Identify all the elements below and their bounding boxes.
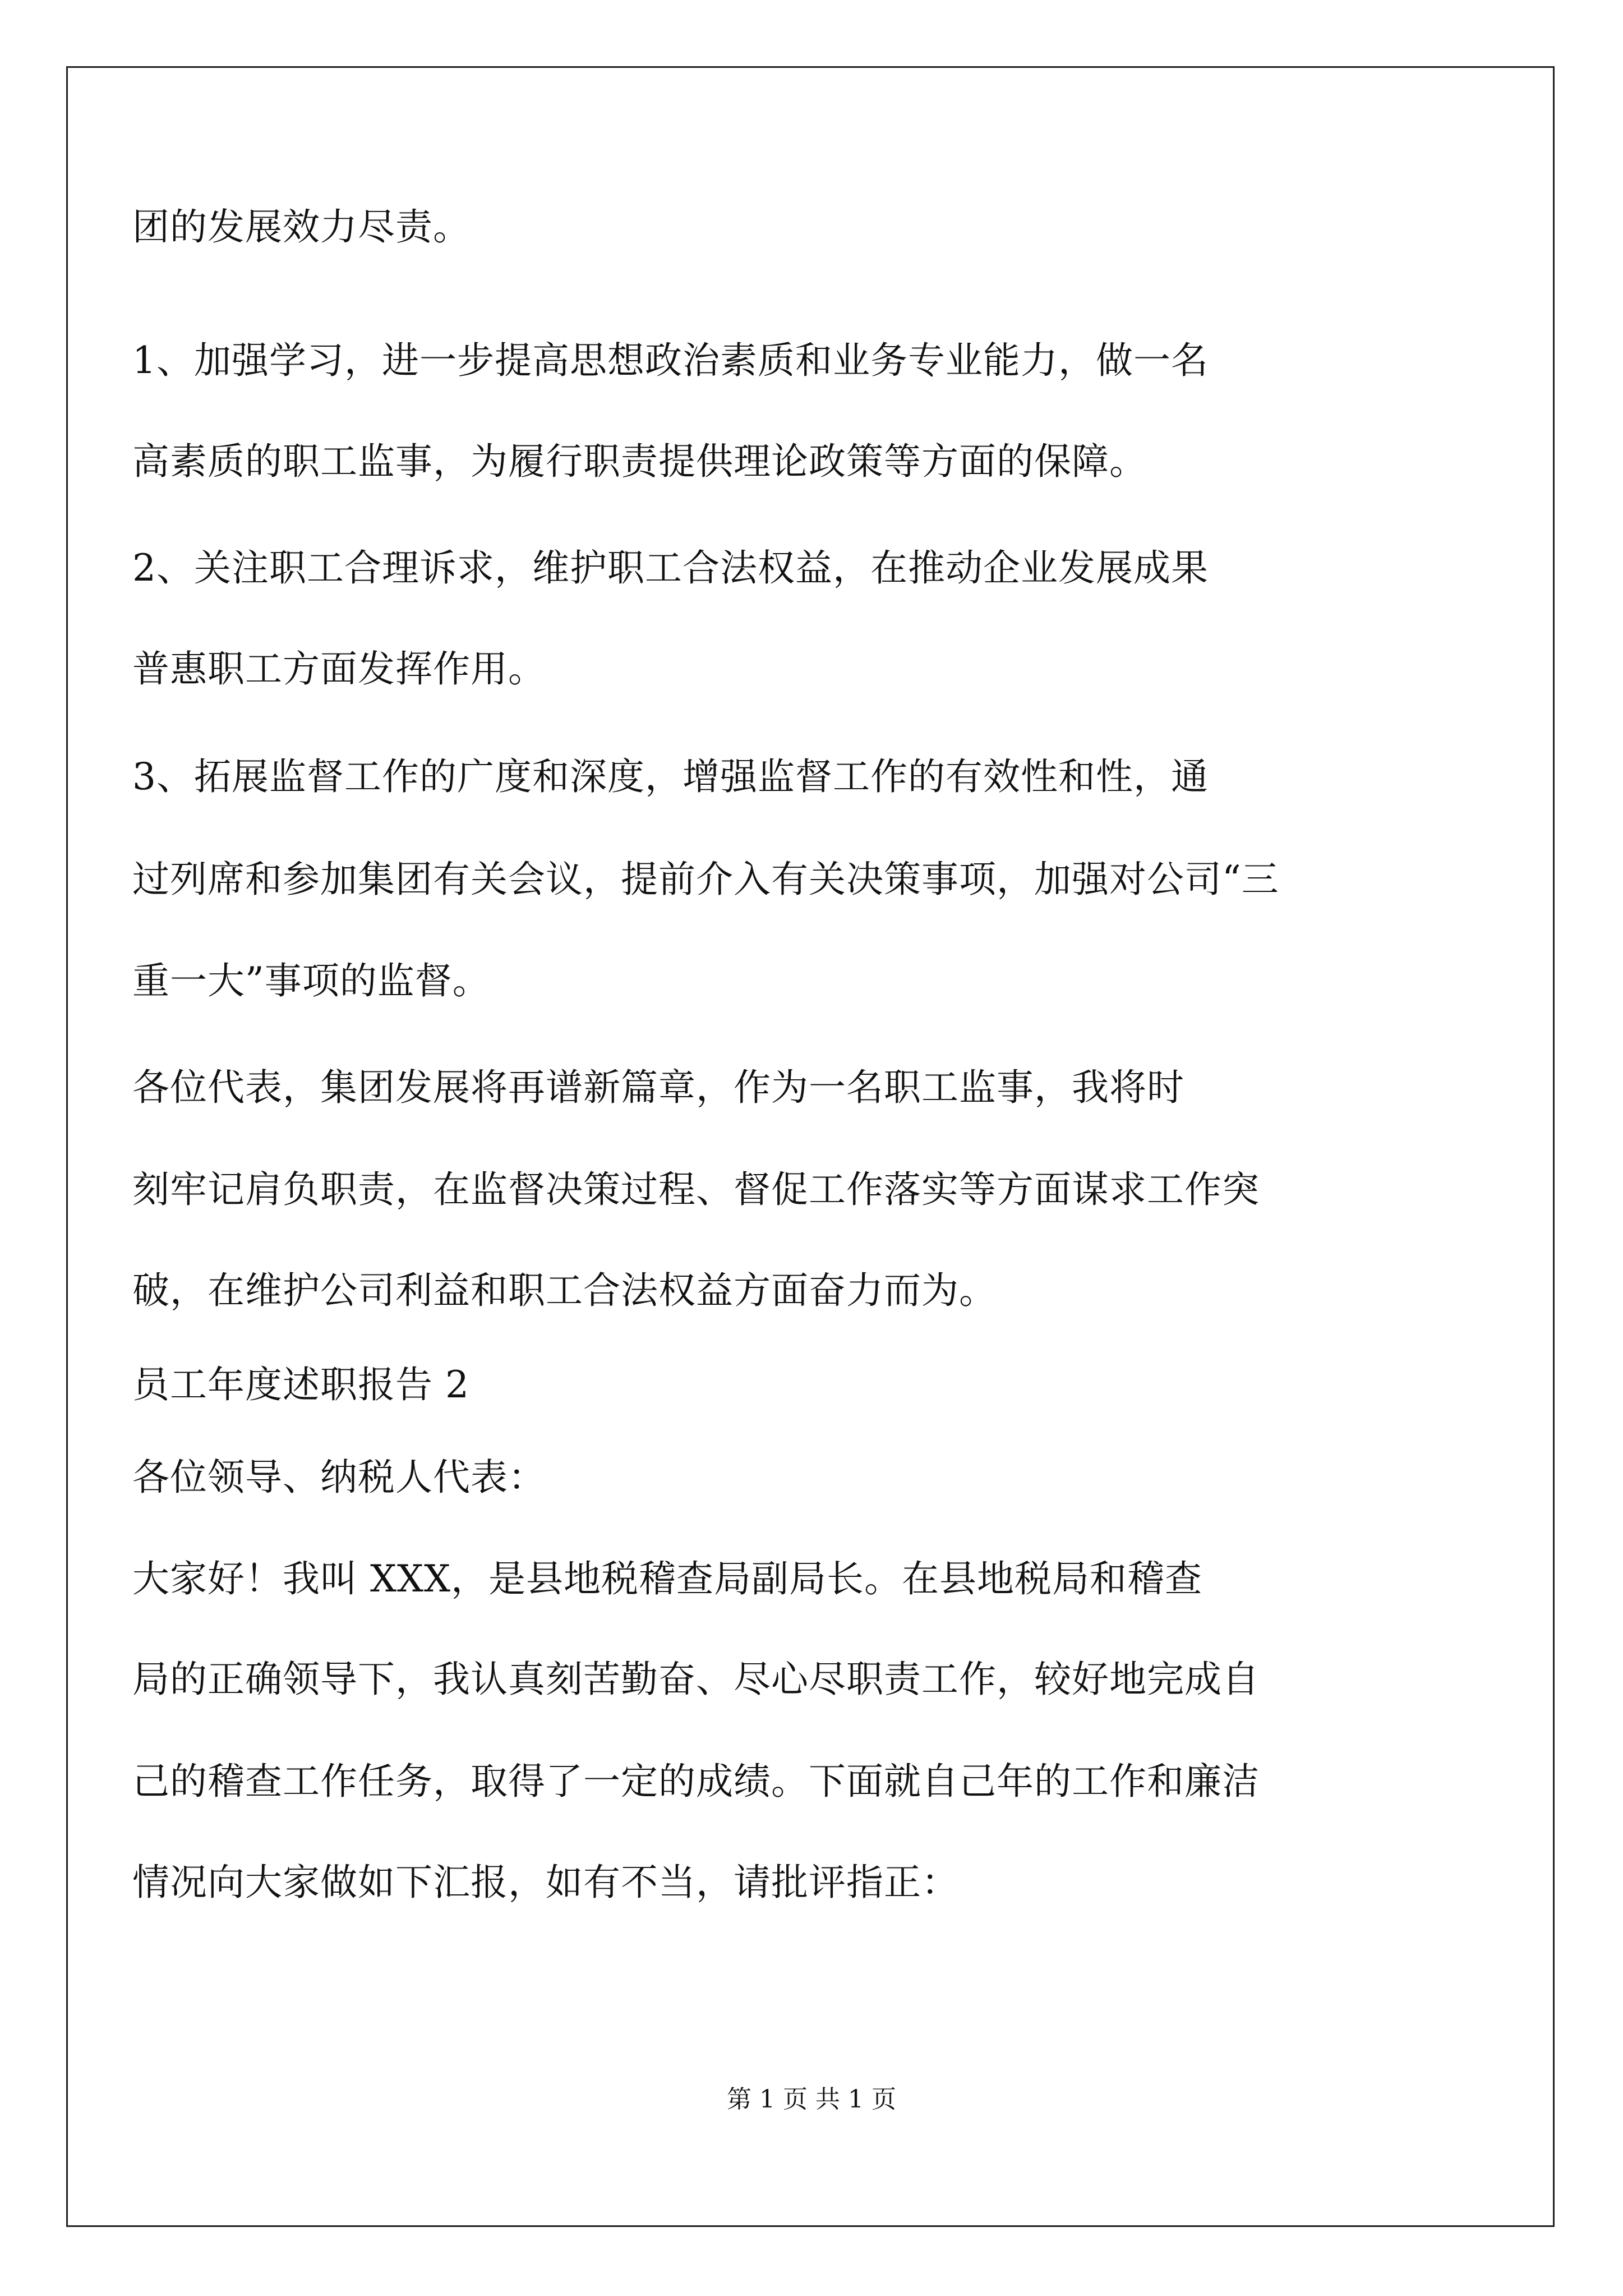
text-line: 己的稽查工作任务，取得了一定的成绩。下面就自己年的工作和廉洁	[132, 1760, 1260, 1803]
text-line: 过列席和参加集团有关会议，提前介入有关决策事项，加强对公司“三	[132, 858, 1279, 901]
text-line: 1、加强学习，进一步提高思想政治素质和业务专业能力，做一名	[132, 339, 1209, 382]
text-line: 刻牢记肩负职责，在监督决策过程、督促工作落实等方面谋求工作突	[132, 1168, 1260, 1211]
text-line: 情况向大家做如下汇报，如有不当，请批评指正：	[132, 1861, 959, 1904]
text-line: 3、拓展监督工作的广度和深度，增强监督工作的有效性和性，通	[132, 755, 1209, 798]
page-footer: 第 1 页 共 1 页	[727, 2085, 896, 2114]
text-line: 破，在维护公司利益和职工合法权益方面奋力而为。	[132, 1269, 997, 1312]
text-line: 局的正确领导下，我认真刻苦勤奋、尽心尽职责工作，较好地完成自	[132, 1658, 1260, 1701]
text-line: 2、关注职工合理诉求，维护职工合法权益，在推动企业发展成果	[132, 546, 1209, 590]
text-line: 团的发展效力尽责。	[132, 205, 471, 249]
salutation: 各位领导、纳税人代表：	[132, 1456, 546, 1499]
text-line: 重一大”事项的监督。	[132, 959, 490, 1002]
text-line: 大家好！我叫 XXX，是县地税稽查局副局长。在县地税局和稽查	[132, 1557, 1202, 1600]
text-line: 高素质的职工监事，为履行职责提供理论政策等方面的保障。	[132, 440, 1147, 483]
section-heading: 员工年度述职报告 2	[132, 1363, 469, 1406]
text-line: 普惠职工方面发挥作用。	[132, 647, 546, 691]
text-line: 各位代表，集团发展将再谱新篇章，作为一名职工监事，我将时	[132, 1066, 1184, 1109]
